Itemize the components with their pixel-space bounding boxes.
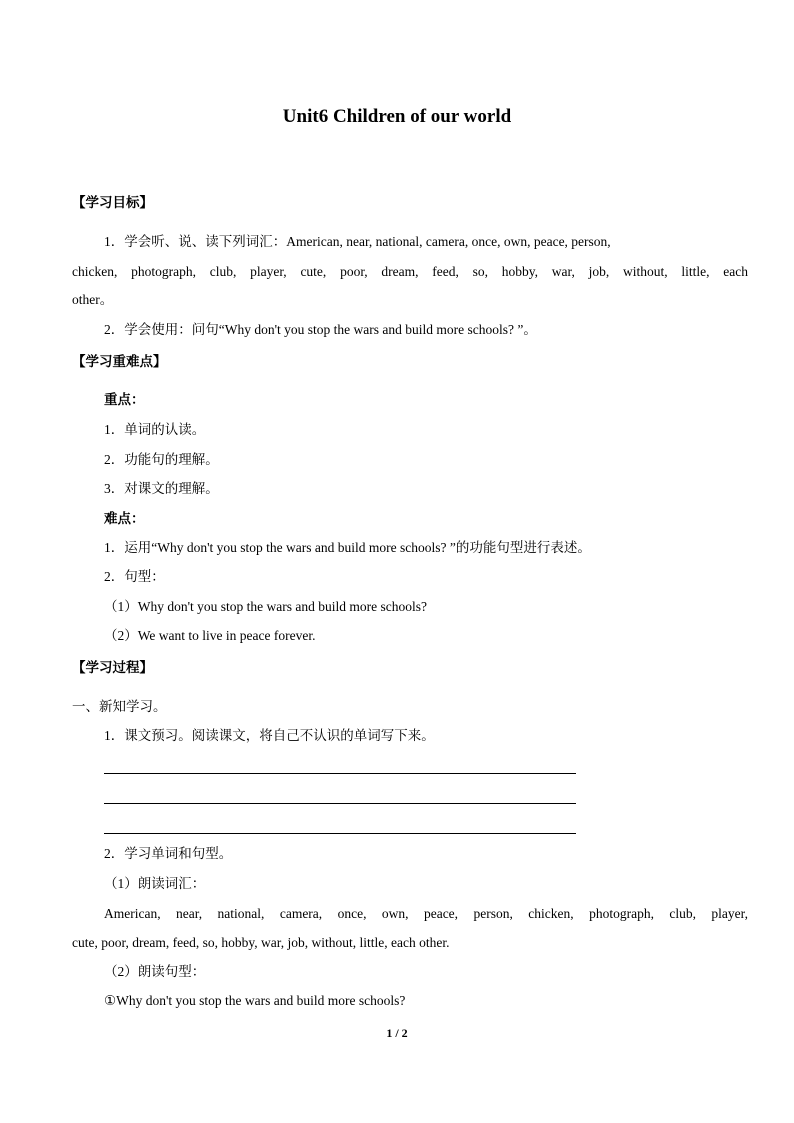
key-point-1: 1．单词的认读。 [104, 422, 206, 437]
step-2-sentence-label: （2）朗读句型： [104, 964, 206, 979]
answer-line-1[interactable] [104, 773, 576, 774]
vocab-line-1: American, near, national, camera, once, own, peace, person, chicken, photograph, club, player, [104, 906, 748, 921]
answer-line-3[interactable] [104, 833, 576, 834]
goal-1-line-1 [104, 232, 748, 252]
difficult-points-label: 难点： [104, 511, 145, 527]
answer-line-2[interactable] [104, 803, 576, 804]
process-heading: 【学习过程】 [72, 660, 153, 676]
pattern-2: （2）We want to live in peace forever. [104, 628, 316, 643]
page-number: 1 / 2 [386, 1026, 408, 1040]
vocab-line-2: cute, poor, dream, feed, so, hobby, war, job, without, little, each other. [72, 935, 450, 950]
goal-1-line-2: chicken, photograph, club, player, cute, poor, dream, feed, so, hobby, war, job, without, little, each [72, 264, 748, 279]
sentence-1: ①Why don't you stop the wars and build more schools? [104, 993, 406, 1008]
key-point-3: 3．对课文的理解。 [104, 481, 219, 496]
focus-heading: 【学习重难点】 [72, 354, 167, 370]
goal-1-line-1-text: 1．学会听、说、读下列词汇：American, near, national, camera, once, own, peace, person, [104, 234, 611, 249]
difficult-point-1: 1．运用“Why don't you stop the wars and build more schools? ”的功能句型进行表述。 [104, 540, 591, 555]
difficult-point-2: 2．句型： [104, 569, 165, 584]
goal-1-line-3: other。 [72, 292, 114, 307]
pattern-1: （1）Why don't you stop the wars and build more schools? [104, 599, 428, 614]
page-title: Unit6 Children of our world [282, 106, 512, 127]
key-points-label: 重点： [104, 392, 145, 408]
goal-2: 2．学会使用：问句“Why don't you stop the wars and build more schools? ”。 [104, 322, 537, 337]
step-2: 2．学习单词和句型。 [104, 846, 233, 861]
part-1-heading: 一、新知学习。 [72, 699, 167, 714]
step-1: 1．课文预习。阅读课文，将自己不认识的单词写下来。 [104, 728, 435, 743]
step-2-vocab-label: （1）朗读词汇： [104, 876, 206, 891]
key-point-2: 2．功能句的理解。 [104, 452, 219, 467]
goals-heading: 【学习目标】 [72, 195, 153, 211]
